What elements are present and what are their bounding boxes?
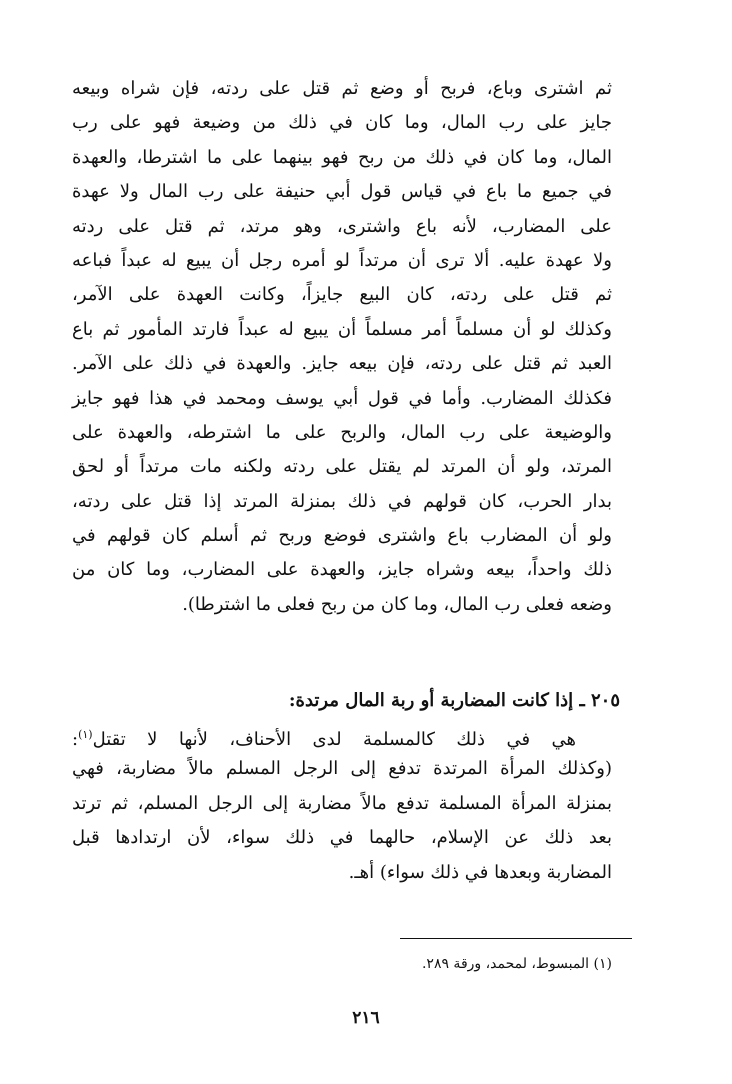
section-intro-tail: :	[72, 729, 79, 750]
text-line: المال، وما كان في ذلك من ربح فهو بينهما على ما اشترطا، والعهدة	[72, 146, 612, 168]
text-line: على المضارب، لأنه باع واشترى، وهو مرتد، ثم قتل على ردته	[72, 215, 612, 237]
main-paragraph	[72, 72, 612, 622]
text-line: وضعه فعلى رب المال، وما كان من ربح فعلى ما اشترطا).	[182, 593, 612, 615]
footnote-marker: (١)	[593, 956, 612, 972]
text-line: وكذلك لو أن مسلماً أمر مسلماً أن يبيع له عبداً فارتد المأمور ثم باع	[72, 318, 612, 340]
text-line: ولا عهدة عليه. ألا ترى أن مرتداً لو أمره رجل أن يبيع له عبداً فباعه	[72, 249, 612, 271]
text-line: في جميع ما باع في قياس قول أبي حنيفة على رب المال ولا عهدة	[72, 181, 612, 203]
text-line: ولو أن المضارب باع واشترى فوضع وربح ثم أسلم كان قولهم في	[72, 525, 612, 547]
text-line: بمنزلة المرأة المسلمة تدفع مالاً مضاربة إلى الرجل المسلم، ثم ترتد	[72, 792, 612, 814]
footnote-text: المبسوط، لمحمد، ورقة ٢٨٩.	[421, 956, 590, 972]
footnote-ref: (١)	[78, 728, 93, 741]
text-line: العبد ثم قتل على ردته، فإن بيعه جايز. والعهدة في ذلك على الآمر.	[72, 353, 612, 375]
text-line: ثم اشترى وباع، فربح أو وضع ثم قتل على ردته، فإن شراه وبيعه	[72, 78, 612, 99]
text-line: جايز على رب المال، وما كان في ذلك من وضيعة فهو على رب	[72, 112, 612, 134]
text-line: ذلك واحداً، بيعه وشراه جايز، والعهدة على المضارب، وما كان من	[72, 559, 612, 581]
text-line: بدار الحرب، كان قولهم في ذلك بمنزلة المرتد إذا قتل على ردته،	[72, 490, 612, 512]
text-line: فكذلك المضارب. وأما في قول أبي يوسف ومحمد في هذا فهو جايز	[72, 387, 612, 409]
section-intro: هي في ذلك كالمسلمة لدى الأحناف، لأنها لا تقتل	[92, 729, 576, 750]
text-line: (وكذلك المرأة المرتدة تدفع إلى الرجل المسلم مالاً مضاربة، فهي	[72, 758, 612, 780]
text-line: المرتد، ولو أن المرتد لم يقتل على ردته ولكنه مات مرتداً أو لحق	[72, 456, 612, 478]
section-paragraph	[72, 718, 612, 890]
page-number: ٢١٦	[352, 1008, 380, 1028]
text-line: ثم قتل على ردته، كان البيع جايزاً، وكانت العهدة على الآمر،	[72, 284, 612, 306]
footnote-divider	[400, 938, 632, 939]
section-intro-line	[72, 718, 612, 752]
text-line: المضاربة وبعدها في ذلك سواء) أهـ.	[348, 861, 612, 883]
text-line: والوضيعة على رب المال، والربح على ما اشترطه، والعهدة على	[72, 421, 612, 443]
section-heading: ٢٠٥ ـ إذا كانت المضاربة أو ربة المال مرتدة:	[288, 690, 620, 711]
text-line: بعد ذلك عن الإسلام، حالهما في ذلك سواء، لأن ارتدادها قبل	[72, 827, 612, 849]
footnote	[422, 954, 612, 974]
